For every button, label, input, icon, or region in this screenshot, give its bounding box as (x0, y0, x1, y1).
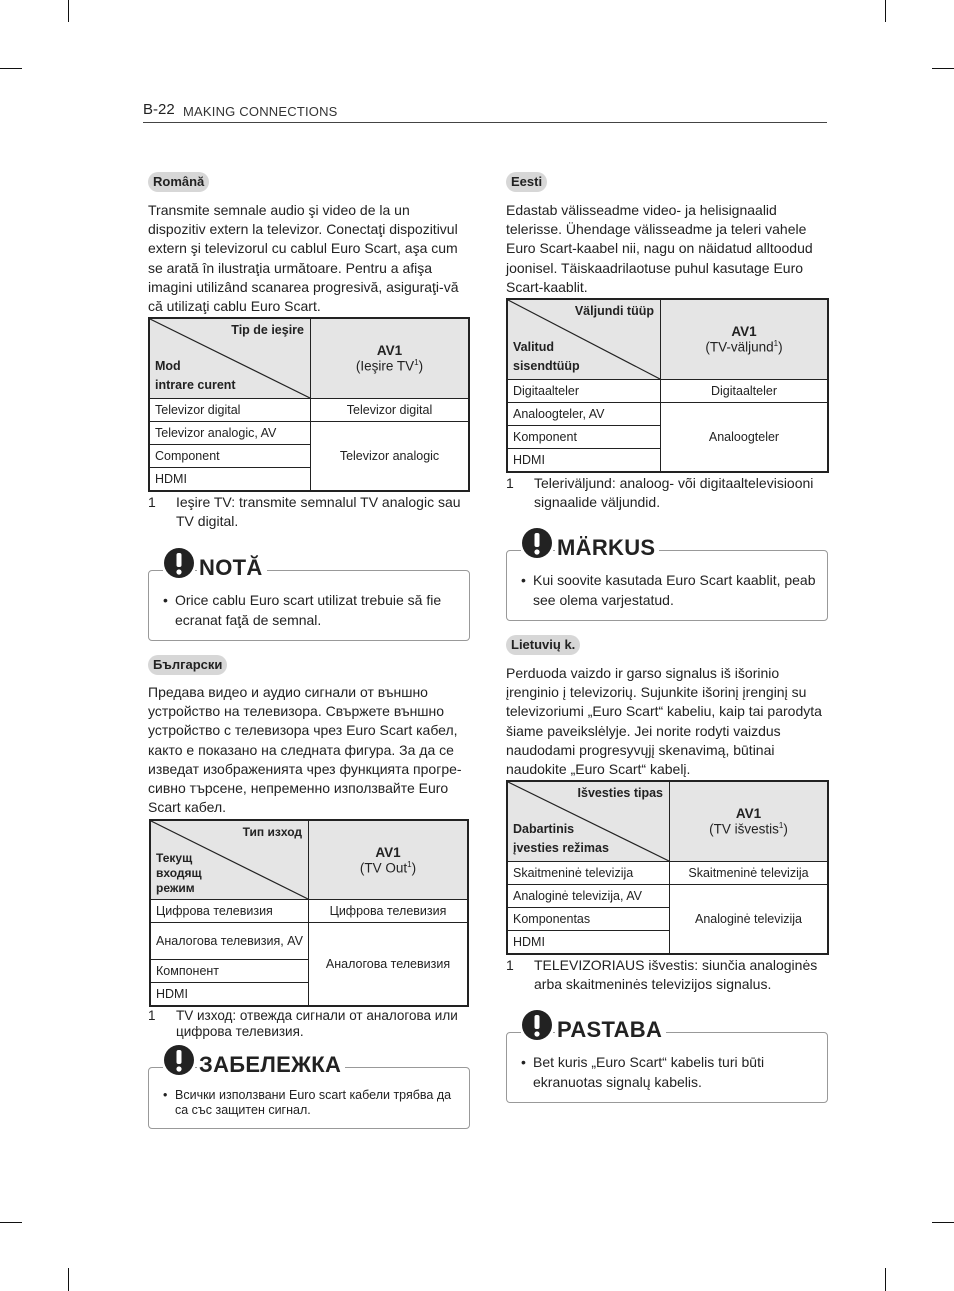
table-row-label: Analoginė televizija, AV (507, 885, 670, 908)
table-row-label: Компонент (150, 960, 309, 983)
table-cell-output: Analoginė televizija (670, 885, 829, 955)
bullet: • (521, 572, 526, 588)
av1-header (311, 318, 470, 399)
note-text: Orice cablu Euro scart utilizat trebuie să fie ecranat faţă de semnal. (175, 592, 442, 628)
footnote-text: Teleriväljund: analoog- või digitaaltelevisiooni signaalide väljundid. (534, 475, 814, 510)
output-type-label: Väljundi tüüp (574, 304, 654, 318)
language-label-lietuviu: Lietuvių k. (506, 635, 580, 655)
crop-mark (0, 1222, 22, 1223)
note-box-romana (148, 555, 470, 641)
table-row-label: Аналогова телевизия, AV (150, 923, 309, 960)
page-number: B-22 (143, 101, 175, 118)
language-label-romana: Română (148, 172, 209, 192)
table-row-label: Цифрова телевизия (150, 900, 309, 923)
note-title: ЗАБЕЛЕЖКА (197, 1052, 345, 1078)
table-cell-output: Digitaalteler (661, 380, 829, 403)
footnote-text: TELEVIZORIAUS išvestis: siunčia analoginės arba skaitmeninės televizijos signalus. (534, 957, 818, 992)
bullet: • (163, 592, 168, 608)
table-cell-output: Analoogteler (661, 403, 829, 473)
paragraph-bulgarian: Предава видео и аудио сигнали от външно устройство на телевизора. Свържете външно устройство с телевизора чрез Euro Scart кабел, както е показано на следната фигура. За да се изведат изображенията чрез функцията прогре- сивно търсене, непременно използвайте Euro Scart кабел. (148, 684, 462, 816)
footnote-romana (148, 493, 470, 533)
crop-mark (0, 68, 22, 69)
exclamation-icon (521, 1009, 553, 1041)
table-row-label: HDMI (507, 931, 670, 955)
connection-table-lietuviu (506, 780, 829, 955)
table-row-label: Skaitmeninė televizija (507, 862, 670, 885)
input-mode-label: Текущ входящ режим (156, 851, 202, 895)
av1-sub: (TV Out$^1$) (359, 859, 417, 876)
table-row-label: Komponent (507, 426, 661, 449)
language-label-bulgarian: Български (148, 655, 227, 675)
connection-table-bulgarian (149, 819, 469, 1007)
table-cell-output: Цифрова телевизия (309, 900, 469, 923)
crop-mark (932, 68, 954, 69)
paragraph-lietuviu: Perduoda vaizdo ir garso signalus iš išorinio įrenginio į televizorių. Sujunkite išorinį įrenginį su televizoriumi „Euro Scart“ kabeliu, kaip tai parodyta šiame paveikslėlyje. Jei norite rodyti vaizdus naudodami progresyvųjį skenavimą, būtinai naudokite „Euro Scart“ kabelį. (506, 665, 822, 778)
crop-mark (885, 1268, 886, 1291)
av1-sub: (TV išvestis$^1$) (709, 821, 788, 837)
footnote-text: TV изход: отвежда сигнали от аналогова или цифрова телевизия. (176, 1008, 458, 1039)
table-diagonal-header (507, 781, 670, 862)
table-cell-output: Televizor analogic (311, 422, 470, 492)
table-row-label: Analoogteler, AV (507, 403, 661, 426)
av1-label: AV1 (376, 343, 403, 359)
table-diagonal-header (150, 820, 309, 900)
av1-label: AV1 (731, 324, 757, 340)
table-row-label: HDMI (507, 449, 661, 473)
paragraph-romana: Transmite semnale audio şi video de la un dispozitiv extern la televizor. Conectaţi dispozitivul extern şi televizorul cu cablul Euro Scart, aşa cum se arată în ilustraţia următoare. Pentru a afişa imagini utilizând scanarea progresivă, asiguraţi-vă că utilizaţi cablu Euro Scart. (148, 202, 459, 315)
connection-table-eesti (506, 298, 829, 473)
input-mode-label: Dabartinis įvesties režimas (513, 822, 609, 855)
av1-label: AV1 (735, 806, 762, 822)
note-box-lietuviu (506, 1017, 828, 1103)
exclamation-icon (163, 547, 195, 579)
av1-header (309, 820, 469, 900)
bullet: • (521, 1054, 526, 1070)
section-title: MAKING CONNECTIONS (183, 104, 338, 119)
table-row-label: Digitaalteler (507, 380, 661, 403)
footnote-lietuviu (506, 956, 828, 996)
language-label-eesti: Eesti (506, 172, 547, 192)
input-mode-label: Valitud sisendtüüp (513, 340, 580, 373)
footnote-number: 1 (506, 957, 514, 973)
crop-mark (68, 1268, 69, 1291)
table-cell-output: Аналогова телевизия (309, 923, 469, 1007)
av1-header (670, 781, 829, 862)
note-title: MÄRKUS (555, 535, 659, 561)
bullet: • (163, 1088, 168, 1102)
output-type-label: Išvesties tipas (577, 786, 663, 800)
crop-mark (68, 0, 69, 22)
input-mode-label: Mod intrare curent (155, 359, 236, 392)
footnote-number: 1 (506, 475, 514, 491)
table-row-label: Televizor digital (149, 399, 311, 422)
table-diagonal-header (507, 299, 661, 380)
note-title: NOTĂ (197, 555, 267, 581)
note-text: Kui soovite kasutada Euro Scart kaablit, peab see olema varjestatud. (533, 572, 816, 608)
footnote-eesti (506, 474, 828, 514)
table-row-label: HDMI (149, 468, 311, 492)
note-text: Всички използвани Euro scart кабели трябва да са със защитен сигнал. (175, 1088, 452, 1117)
footnote-number: 1 (148, 1008, 156, 1023)
page-header (143, 101, 827, 123)
connection-table-romana (148, 317, 470, 492)
exclamation-icon (163, 1044, 195, 1076)
note-box-bulgarian (148, 1052, 470, 1129)
footnote-text: Ieşire TV: transmite semnalul TV analogic sau TV digital. (176, 494, 461, 529)
av1-label: AV1 (375, 844, 401, 860)
exclamation-icon (521, 527, 553, 559)
footnote-number: 1 (148, 494, 156, 510)
note-text: Bet kuris „Euro Scart“ kabelis turi būti ekranuotas signalų kabelis. (533, 1054, 765, 1090)
table-cell-output: Televizor digital (311, 399, 470, 422)
table-row-label: Komponentas (507, 908, 670, 931)
table-diagonal-header (149, 318, 311, 399)
table-row-label: Component (149, 445, 311, 468)
output-type-label: Tip de ieşire (231, 323, 304, 337)
table-cell-output: Skaitmeninė televizija (670, 862, 829, 885)
table-row-label: HDMI (150, 983, 309, 1007)
crop-mark (932, 1222, 954, 1223)
av1-sub: (TV-väljund$^1$) (705, 339, 783, 355)
paragraph-eesti: Edastab välisseadme video- ja helisignaalid telerisse. Ühendage välisseadme ja teleri vahele Euro Scart-kaabel nii, nagu on näidatud alltoodud joonisel. Täiskaadrilaotuse puhul kasutage Euro Scart-kaablit. (506, 202, 813, 295)
footnote-bulgarian (148, 1008, 470, 1042)
output-type-label: Тип изход (242, 825, 302, 839)
av1-sub: (Ieşire $TV^1$) (355, 358, 424, 374)
av1-header (661, 299, 829, 380)
crop-mark (885, 0, 886, 22)
table-row-label: Televizor analogic, AV (149, 422, 311, 445)
note-title: PASTABA (555, 1017, 666, 1043)
note-box-eesti (506, 535, 828, 621)
